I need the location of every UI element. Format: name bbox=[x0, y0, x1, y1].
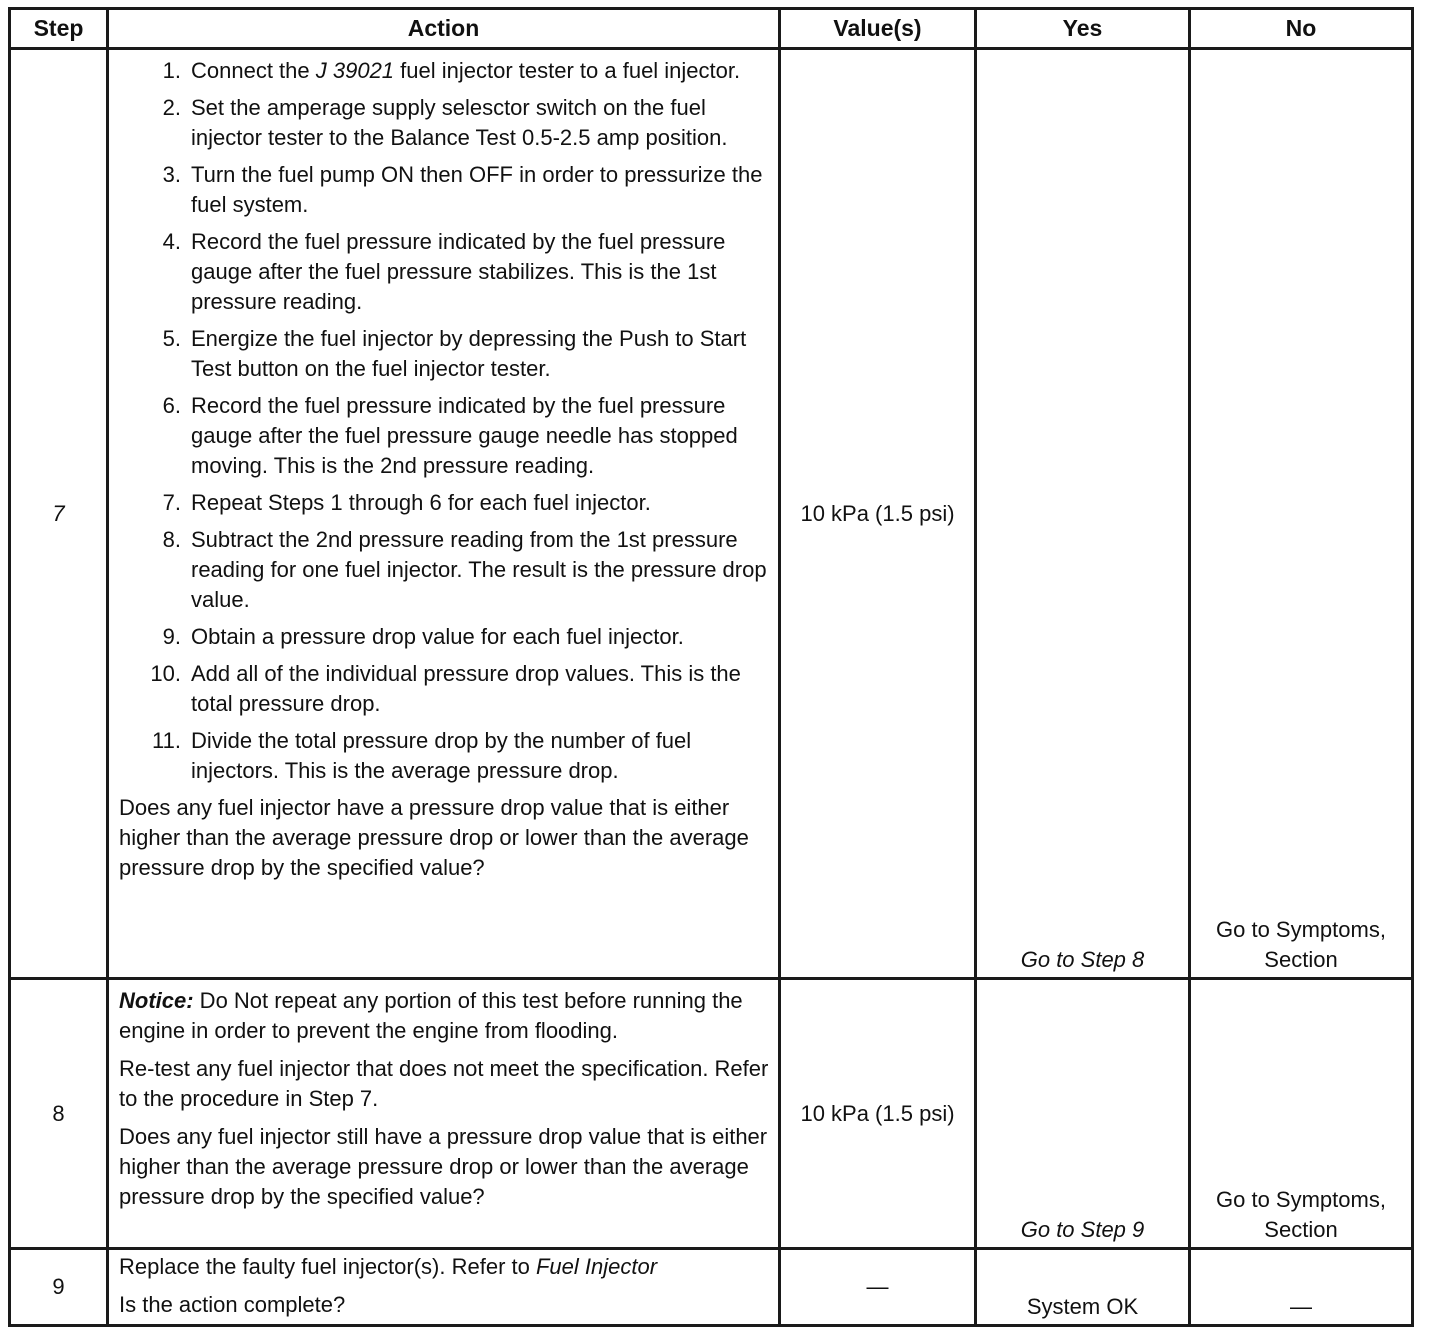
list-item: 7. Repeat Steps 1 through 6 for each fuel injector. bbox=[162, 490, 651, 515]
list-item: 3. Turn the fuel pump ON then OFF in order to pressurize the fuel system. bbox=[162, 162, 763, 217]
list-item: 5. Energize the fuel injector by depressing the Push to Start Test button on the fuel injector tester. bbox=[162, 326, 747, 381]
table-row-step-7 bbox=[10, 49, 1413, 979]
list-item: 9. Obtain a pressure drop value for each fuel injector. bbox=[162, 624, 684, 649]
action-cell bbox=[108, 1249, 780, 1326]
table-row-step-9 bbox=[10, 1249, 1413, 1326]
header-yes: Yes bbox=[976, 9, 1190, 49]
step-number: 8 bbox=[10, 979, 108, 1249]
yes-link-step-8[interactable]: Go to Step 8 bbox=[976, 49, 1190, 979]
no-result: — bbox=[1190, 1249, 1413, 1326]
diagnostic-table bbox=[8, 7, 1414, 1327]
header-values: Value(s) bbox=[780, 9, 976, 49]
tool-reference: J 39021 bbox=[315, 58, 395, 83]
value-cell: — bbox=[780, 1249, 976, 1326]
header-no: No bbox=[1190, 9, 1413, 49]
step-number: 9 bbox=[10, 1249, 108, 1326]
list-item: 6. Record the fuel pressure indicated by the fuel pressure gauge after the fuel pressure gauge needle has stopped moving. This is the 2nd pressure reading. bbox=[162, 393, 738, 478]
list-item: 11. Divide the total pressure drop by the number of fuel injectors. This is the average pressure drop. bbox=[152, 728, 692, 783]
action-cell bbox=[108, 979, 780, 1249]
fuel-injector-reference[interactable]: Fuel Injector bbox=[535, 1254, 658, 1279]
question-text: Does any fuel injector have a pressure drop value that is either higher than the average pressure drop or lower than the average pressure drop by the specified value? bbox=[119, 795, 749, 880]
list-item: 2. Set the amperage supply selesctor switch on the fuel injector tester to the Balance Test 0.5-2.5 amp position. bbox=[162, 95, 728, 150]
list-item: 10. Add all of the individual pressure drop values. This is the total pressure drop. bbox=[150, 661, 741, 716]
no-link-symptoms[interactable]: Go to Symptoms, Section bbox=[1190, 979, 1413, 1249]
procedure-list bbox=[119, 56, 776, 786]
header-row bbox=[10, 9, 1413, 49]
value-cell: 10 kPa (1.5 psi) bbox=[780, 49, 976, 979]
list-item: 8. Subtract the 2nd pressure reading from the 1st pressure reading for one fuel injector. The result is the pressure drop value. bbox=[162, 527, 767, 612]
header-step: Step bbox=[10, 9, 108, 49]
action-cell bbox=[108, 49, 780, 979]
notice-label: Notice: bbox=[119, 988, 194, 1013]
question-text: Is the action complete? bbox=[119, 1292, 346, 1317]
yes-result[interactable]: System OK bbox=[976, 1249, 1190, 1326]
yes-link-step-9[interactable]: Go to Step 9 bbox=[976, 979, 1190, 1249]
header-action: Action bbox=[108, 9, 780, 49]
list-item: 4. Record the fuel pressure indicated by the fuel pressure gauge after the fuel pressure stabilizes. This is the 1st pressure reading. bbox=[162, 229, 726, 314]
retest-instruction: Re-test any fuel injector that does not meet the specification. Refer to the procedure in Step 7. bbox=[119, 1056, 769, 1111]
table-row-step-8 bbox=[10, 979, 1413, 1249]
no-link-symptoms[interactable]: Go to Symptoms, Section bbox=[1190, 49, 1413, 979]
step-number: 7 bbox=[10, 49, 108, 979]
value-cell: 10 kPa (1.5 psi) bbox=[780, 979, 976, 1249]
list-item: 1. Connect the J 39021 fuel injector tester to a fuel injector. bbox=[162, 58, 741, 83]
replace-instruction: Replace the faulty fuel injector(s). Refer to Fuel Injector bbox=[119, 1254, 658, 1279]
notice-text: Notice: Do Not repeat any portion of this test before running the engine in order to prevent the engine from flooding. bbox=[119, 988, 743, 1043]
question-text: Does any fuel injector still have a pressure drop value that is either higher than the average pressure drop or lower than the average pressure drop by the specified value? bbox=[119, 1124, 768, 1209]
